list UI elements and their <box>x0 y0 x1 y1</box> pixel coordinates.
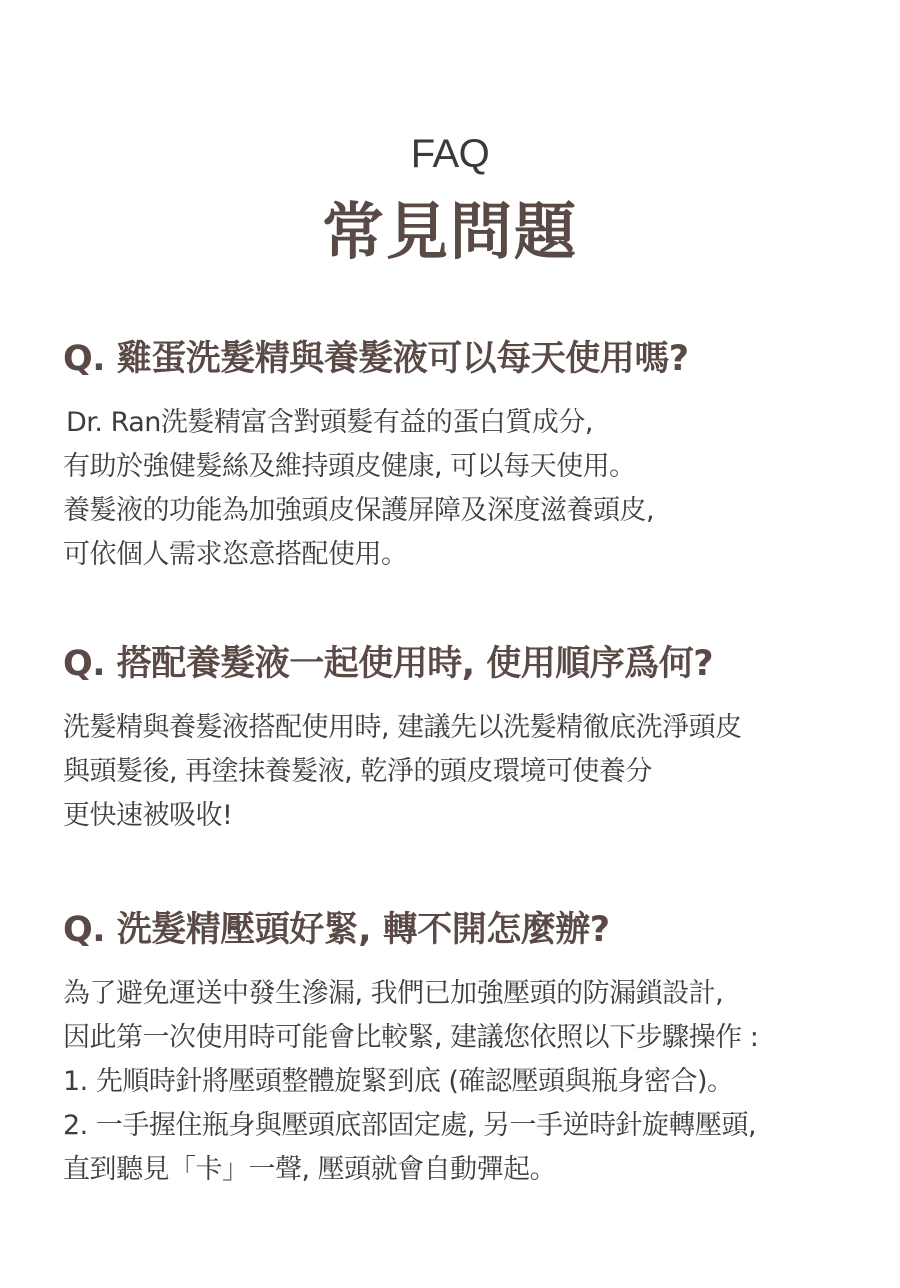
faq-answer <box>63 401 853 577</box>
answer-line: 因此第一次使用時可能會比較緊, 建議您依照以下步驟操作 : <box>63 1022 759 1053</box>
answer-line: 洗髮精與養髮液搭配使用時, 建議先以洗髮精徹底洗淨頭皮 <box>63 712 742 743</box>
faq-question: Q. 搭配養髮液一起使用時, 使用順序爲何? <box>63 644 714 684</box>
answer-line: 可依個人需求恣意搭配使用。 <box>63 539 408 570</box>
faq-item-usage-order <box>63 642 853 838</box>
faq-answer <box>63 972 853 1192</box>
answer-line: Dr. Ran洗髮精富含對頭髮有益的蛋白質成分, <box>66 407 593 438</box>
answer-line: 為了避免運送中發生滲漏, 我們已加強壓頭的防漏鎖設計, <box>63 978 724 1009</box>
faq-answer <box>63 706 853 838</box>
page-title: 常見問題 <box>321 195 578 268</box>
faq-item-pump-too-tight <box>63 908 853 1192</box>
faq-eyebrow: FAQ <box>410 132 490 176</box>
answer-line: 1. 先順時針將壓頭整體旋緊到底 (確認壓頭與瓶身密合)。 <box>63 1066 734 1097</box>
faq-question: Q. 洗髮精壓頭好緊, 轉不開怎麼辦? <box>63 910 610 950</box>
answer-line: 與頭髮後, 再塗抹養髮液, 乾淨的頭皮環境可使養分 <box>63 756 652 787</box>
answer-line: 直到聽見「卡」一聲, 壓頭就會自動彈起。 <box>63 1154 557 1185</box>
answer-line: 2. 一手握住瓶身與壓頭底部固定處, 另一手逆時針旋轉壓頭, <box>63 1110 757 1141</box>
faq-header <box>0 130 900 270</box>
answer-line: 有助於強健髮絲及維持頭皮健康, 可以每天使用。 <box>63 451 636 482</box>
faq-item-egg-shampoo-daily-use <box>63 337 853 577</box>
faq-question: Q. 雞蛋洗髮精與養髮液可以每天使用嗎? <box>63 339 689 379</box>
answer-line: 養髮液的功能為加強頭皮保護屏障及深度滋養頭皮, <box>63 495 655 526</box>
answer-line: 更快速被吸收! <box>63 800 233 831</box>
